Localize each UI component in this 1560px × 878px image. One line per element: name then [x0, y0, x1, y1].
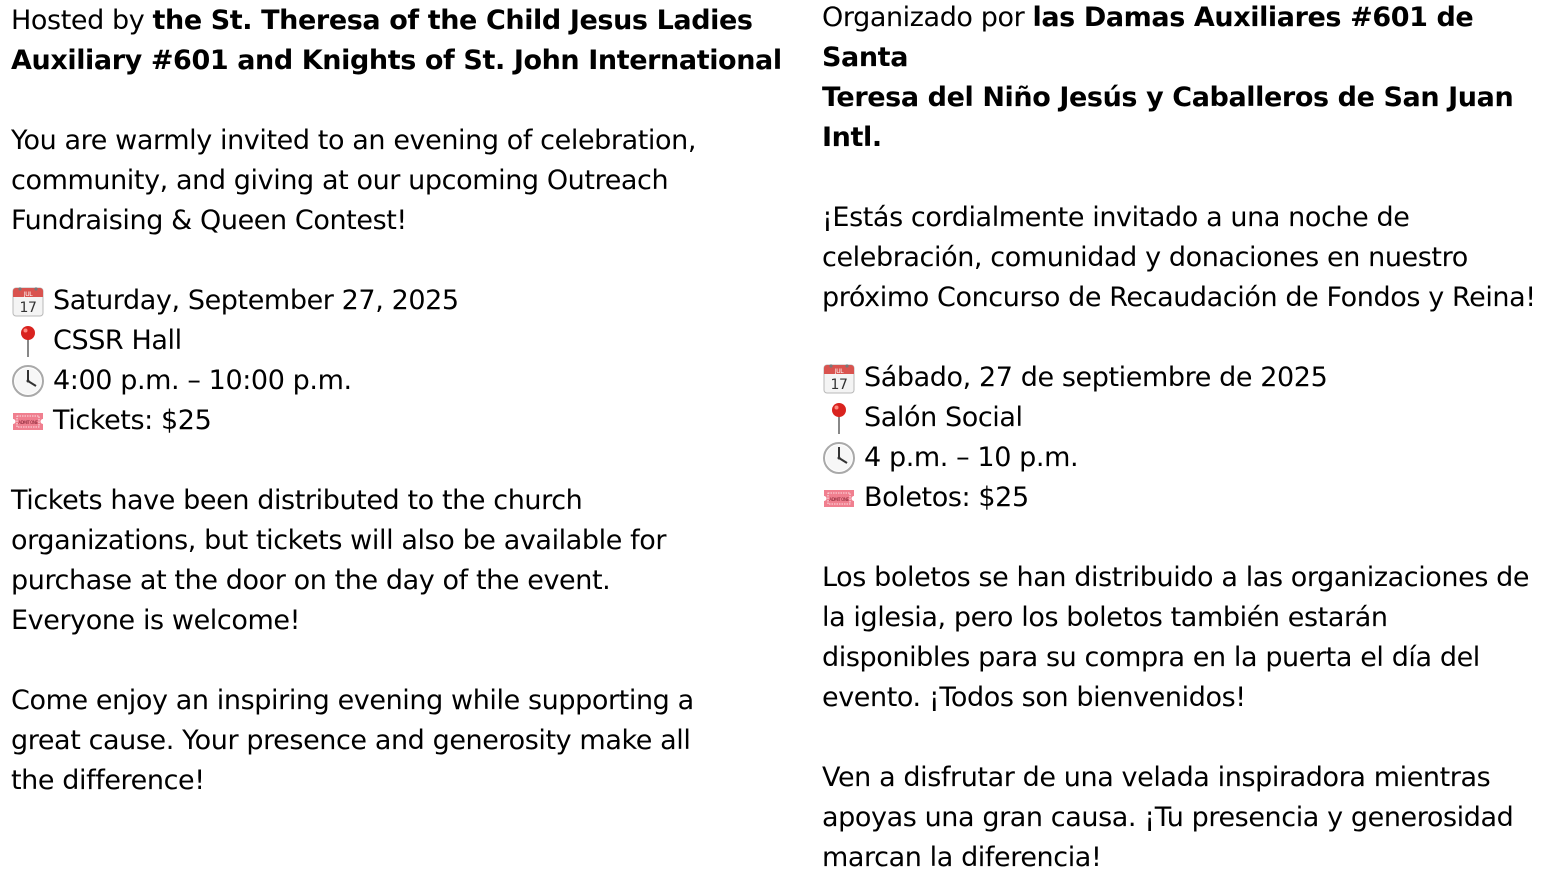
calendar-month-label: JUL [834, 368, 844, 375]
event-date-es: Sábado, 27 de septiembre de 2025 [864, 362, 1328, 393]
tickets-paragraph: Tickets have been distributed to the church organizations, but tickets will also be available for purchase at the door on the day of the event. Everyone is welcome! [11, 485, 667, 636]
host-name: the St. Theresa of the Child Jesus Ladies Auxiliary #601 and Knights of St. John International [11, 5, 782, 76]
ticket-admit-label: ADMIT ONE [18, 420, 38, 425]
closing-paragraph-es: Ven a disfrutar de una velada inspiradora mientras apoyas una gran causa. ¡Tu presencia y generosidad marcan la diferencia! [822, 762, 1514, 873]
detail-date [11, 281, 791, 321]
event-details [11, 281, 791, 441]
clock-icon [822, 441, 856, 475]
host-name-es: las Damas Auxiliares #601 de Santa Teresa del Niño Jesús y Caballeros de San Juan Intl. [822, 2, 1514, 153]
tickets-paragraph-es: Los boletos se han distribuido a las organizaciones de la iglesia, pero los boletos también estarán disponibles para su compra en la puerta el día del evento. ¡Todos son bienvenidos! [822, 562, 1530, 713]
detail-time [11, 361, 791, 401]
host-prefix-es: Organizado por [822, 2, 1033, 33]
calendar-icon [11, 284, 45, 318]
calendar-month-label: JUL [23, 291, 33, 298]
event-location: CSSR Hall [53, 325, 182, 356]
event-location-es: Salón Social [864, 402, 1023, 433]
intro-paragraph: You are warmly invited to an evening of celebration, community, and giving at our upcoming Outreach Fundraising & Queen Contest! [11, 125, 697, 236]
ticket-price-es: Boletos: $25 [864, 482, 1029, 513]
pushpin-icon [11, 324, 45, 358]
host-line [11, 1, 791, 81]
ticket-price: Tickets: $25 [53, 405, 212, 436]
spanish-column [822, 0, 1560, 878]
calendar-icon [822, 361, 856, 395]
detail-location [11, 321, 791, 361]
event-date: Saturday, September 27, 2025 [53, 285, 459, 316]
clock-icon [11, 364, 45, 398]
host-prefix: Hosted by [11, 5, 153, 36]
detail-tickets [11, 401, 791, 441]
ticket-admit-label: ADMIT ONE [829, 497, 849, 502]
calendar-day-label: 17 [19, 300, 37, 316]
ticket-icon [11, 404, 45, 438]
host-line-es [822, 0, 1560, 158]
calendar-day-label: 17 [830, 377, 848, 393]
intro-paragraph-es: ¡Estás cordialmente invitado a una noche de celebración, comunidad y donaciones en nuestro próximo Concurso de Recaudación de Fondos y Reina! [822, 202, 1536, 313]
detail-time-es [822, 438, 1560, 478]
ticket-icon [822, 481, 856, 515]
event-time: 4:00 p.m. – 10:00 p.m. [53, 365, 352, 396]
detail-location-es [822, 398, 1560, 438]
event-details-es [822, 358, 1560, 518]
detail-tickets-es [822, 478, 1560, 518]
pushpin-icon [822, 401, 856, 435]
detail-date-es [822, 358, 1560, 398]
english-column [11, 1, 791, 801]
event-time-es: 4 p.m. – 10 p.m. [864, 442, 1079, 473]
closing-paragraph: Come enjoy an inspiring evening while supporting a great cause. Your presence and generosity make all the difference! [11, 685, 694, 796]
